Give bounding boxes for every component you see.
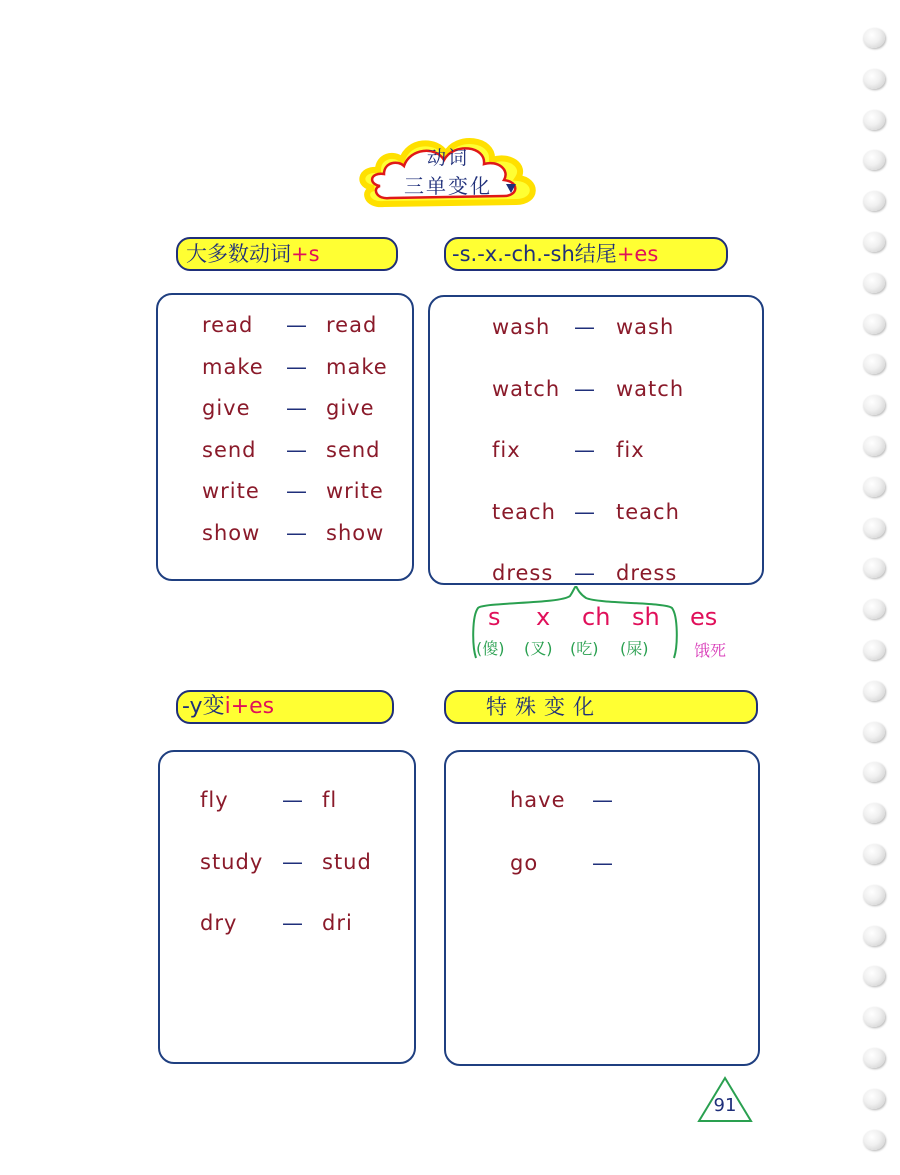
heading-es-main: -s.-x.-ch.-sh结尾 xyxy=(452,242,617,266)
heading-y-verbs xyxy=(176,690,394,724)
title-line-2: 三单变化 xyxy=(404,174,492,198)
page-number-badge xyxy=(696,1075,754,1125)
dash: — xyxy=(286,520,308,545)
ring-icon xyxy=(863,722,885,742)
heading-special-main: 特殊变化 xyxy=(486,695,602,719)
verb-third-person: send xyxy=(326,437,381,462)
ring-icon xyxy=(863,69,885,89)
verb-pair xyxy=(202,521,402,551)
dash: — xyxy=(286,396,308,420)
heading-most-main: 大多数动词 xyxy=(186,242,291,266)
verb-base: go xyxy=(510,851,539,875)
ring-icon xyxy=(863,966,885,986)
mnemonic-hint: (傻) xyxy=(476,639,505,658)
dash: — xyxy=(282,849,304,874)
verb-pair xyxy=(200,850,400,880)
heading-es-rule: +es xyxy=(616,242,659,266)
verb-base: dry xyxy=(200,911,238,935)
verb-pair xyxy=(510,851,710,881)
heading-most-verbs xyxy=(176,237,398,271)
ring-icon xyxy=(863,762,885,782)
dash: — xyxy=(574,376,596,401)
verb-third-person: dress xyxy=(616,561,678,585)
ring-icon xyxy=(863,803,885,823)
mnemonic-hint: (叉) xyxy=(524,639,553,658)
verb-base: fly xyxy=(200,788,229,812)
title-line-1: 动词 xyxy=(426,147,469,169)
verb-base: make xyxy=(202,354,264,379)
dash: — xyxy=(282,788,304,812)
verb-third-person: show xyxy=(326,520,385,545)
verb-base: teach xyxy=(492,499,556,524)
verb-base: send xyxy=(202,437,257,462)
verb-base: give xyxy=(202,396,251,420)
verb-pair xyxy=(492,315,752,345)
verb-pair xyxy=(492,500,752,530)
mnemonic-letter: ch xyxy=(582,603,611,631)
ring-icon xyxy=(863,1089,885,1109)
dash: — xyxy=(286,354,308,379)
dash: — xyxy=(574,499,596,524)
dash: — xyxy=(286,479,308,503)
verb-base: dress xyxy=(492,561,554,585)
verb-pair xyxy=(202,479,402,509)
ring-icon xyxy=(863,844,885,864)
dash: — xyxy=(592,851,614,875)
ring-icon xyxy=(863,477,885,497)
verb-third-person: make xyxy=(326,354,388,379)
verb-base: read xyxy=(202,313,254,337)
ring-icon xyxy=(863,640,885,660)
heading-special-verbs xyxy=(444,690,758,724)
dash: — xyxy=(574,438,596,462)
mnemonic-letter: x xyxy=(536,603,551,631)
verb-pair xyxy=(202,438,402,468)
mnemonic-hint: (屎) xyxy=(620,639,649,658)
heading-y-rule: i+es xyxy=(224,694,275,719)
verb-pair xyxy=(492,438,752,468)
verb-base: wash xyxy=(492,315,551,339)
mnemonic-letter: sh xyxy=(632,603,660,631)
ring-icon xyxy=(863,518,885,538)
verb-pair xyxy=(202,396,402,426)
verb-third-person: teach xyxy=(616,499,680,524)
verb-pair xyxy=(510,788,710,818)
verb-pair xyxy=(202,313,402,343)
ring-icon xyxy=(863,28,885,48)
verb-third-person: fl xyxy=(322,788,338,812)
mnemonic-suffix-note: 饿死 xyxy=(694,641,727,660)
ring-icon xyxy=(863,150,885,170)
verb-third-person: give xyxy=(326,396,375,420)
verb-third-person: fix xyxy=(616,438,645,462)
verb-base: write xyxy=(202,479,260,503)
verb-third-person: dri xyxy=(322,911,353,935)
verb-base: fix xyxy=(492,438,521,462)
ring-icon xyxy=(863,110,885,130)
verb-base: have xyxy=(510,788,566,812)
notebook-rings xyxy=(860,28,894,1168)
ring-icon xyxy=(863,885,885,905)
ring-icon xyxy=(863,681,885,701)
mnemonic-hint: (吃) xyxy=(570,639,599,658)
ring-icon xyxy=(863,1007,885,1027)
verb-third-person: stud xyxy=(322,849,372,874)
dash: — xyxy=(286,437,308,462)
verb-third-person: watch xyxy=(616,376,685,401)
dash: — xyxy=(574,315,596,339)
heading-es-verbs xyxy=(444,237,728,271)
verb-base: show xyxy=(202,520,261,545)
verb-third-person: read xyxy=(326,313,378,337)
verb-pair xyxy=(202,355,402,385)
dash: — xyxy=(282,911,304,935)
verb-base: study xyxy=(200,849,264,874)
heading-y-main: -y变 xyxy=(182,694,225,719)
ring-icon xyxy=(863,1048,885,1068)
verb-pair xyxy=(200,788,400,818)
verb-pair xyxy=(492,377,752,407)
ring-icon xyxy=(863,558,885,578)
ring-icon xyxy=(863,232,885,252)
ring-icon xyxy=(863,273,885,293)
verb-third-person: write xyxy=(326,479,384,503)
verb-base: watch xyxy=(492,376,561,401)
ring-icon xyxy=(863,599,885,619)
ring-icon xyxy=(863,314,885,334)
ring-icon xyxy=(863,354,885,374)
dash: — xyxy=(592,788,614,812)
dash: — xyxy=(574,561,596,585)
title-cloud xyxy=(356,130,540,212)
ring-icon xyxy=(863,1130,885,1150)
ring-icon xyxy=(863,395,885,415)
page-number: 91 xyxy=(713,1095,737,1116)
ring-icon xyxy=(863,436,885,456)
verb-third-person: wash xyxy=(616,315,675,339)
heading-most-rule: +s xyxy=(291,242,320,266)
mnemonic-letter: s xyxy=(488,603,501,631)
ring-icon xyxy=(863,926,885,946)
mnemonic-suffix: es xyxy=(690,603,718,631)
dash: — xyxy=(286,313,308,337)
ring-icon xyxy=(863,191,885,211)
verb-pair xyxy=(200,911,400,941)
